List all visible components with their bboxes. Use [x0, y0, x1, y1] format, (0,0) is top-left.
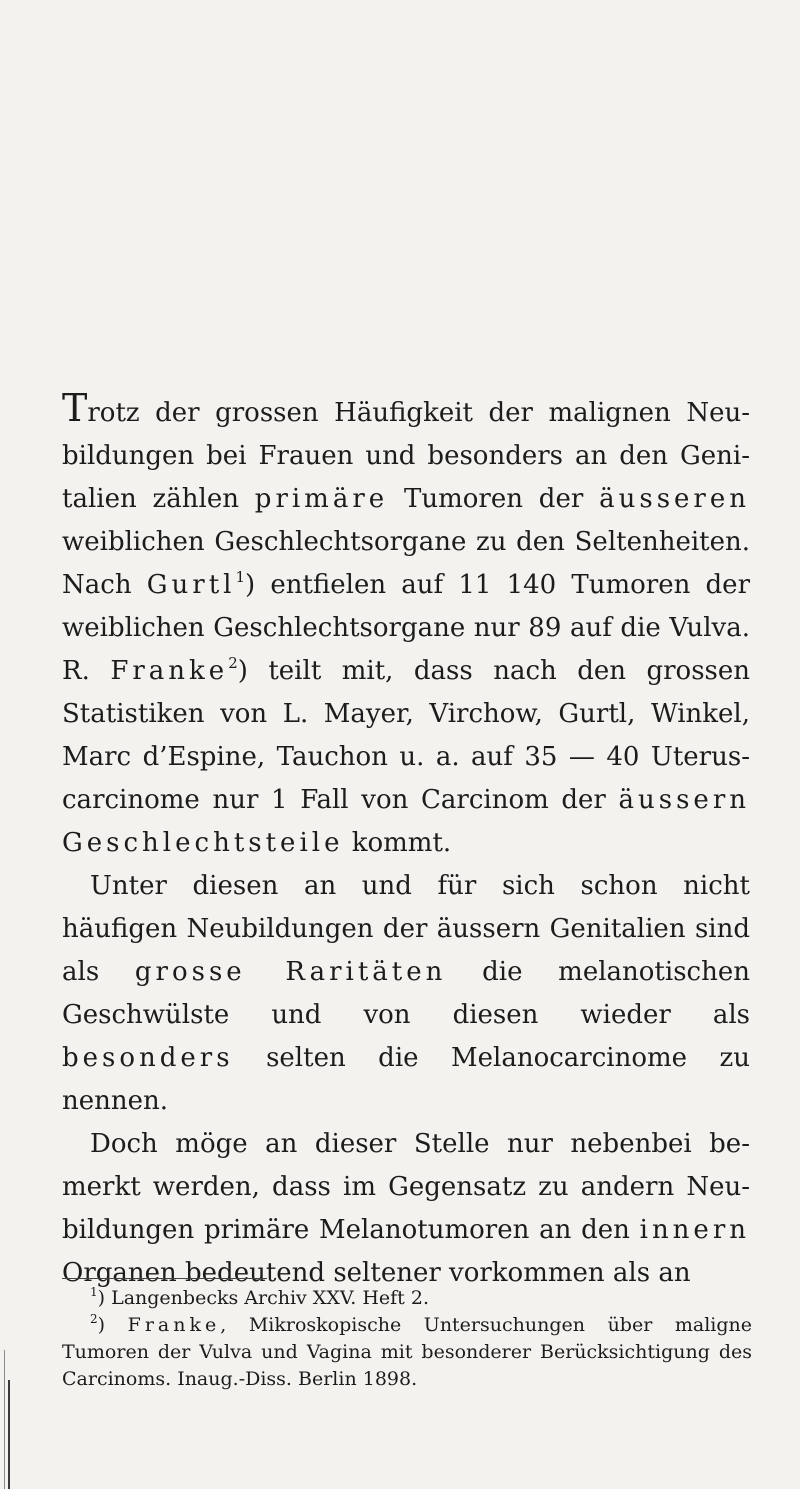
- p3-emphasis-innern: innern: [639, 1215, 750, 1245]
- footnote-2: $^2$) Franke, Mikroskopische Untersuchungen über maligne Tumoren der Vulva und Vagina mit besonderer Berücksichtigung des Carcinoms. Inaug.-Diss. Berlin 1898.: [62, 1312, 753, 1390]
- paragraph-2: [62, 865, 750, 1123]
- footnotes: [62, 1285, 752, 1393]
- p1-name-gurtl: Gurtl: [146, 570, 236, 600]
- footnote-mark-2: 2: [90, 1312, 98, 1326]
- p1-emphasis-aeusseren: äusseren: [599, 484, 750, 514]
- paragraph-1: [62, 386, 751, 865]
- footnote-divider: [62, 1278, 267, 1279]
- footnote-1: [62, 1285, 752, 1312]
- p1-text-3: weiblichen Geschlechtsorgane zu den Seltenheiten. Nach: [62, 527, 750, 600]
- p2-text-3: selten die Melanocarcinome zu nennen.: [62, 1043, 750, 1116]
- p1-text-1: rotz der grossen Häufigkeit der malignen Neubildungen bei Frauen und besonders an den Genitalien zählen: [62, 398, 750, 514]
- paragraph-3: [62, 1123, 750, 1295]
- p1-text-2: Tumoren der: [388, 484, 600, 514]
- footnote-ref-1: 1: [235, 568, 246, 586]
- p2-emphasis-raritaeten: grosse Raritäten: [134, 957, 447, 987]
- p2-emphasis-besonders: besonders: [62, 1043, 234, 1073]
- footnote-1-text: ) Langenbecks Archiv XXV. Heft 2.: [97, 1287, 429, 1309]
- p1-name-franke: Franke: [110, 656, 229, 686]
- p2-text-1: Unter diesen an und für sich schon nicht häufigen Neubildungen der äussern Genitalien sind als: [62, 871, 750, 987]
- footnote-mark-1: 1: [90, 1285, 98, 1299]
- page-edge-line: [8, 1380, 10, 1489]
- p1-emphasis-aeussern: äussern Geschlechtsteile: [62, 785, 750, 858]
- footnote-2-name: Franke: [127, 1314, 221, 1336]
- p1-emphasis-primaere: primäre: [254, 484, 389, 514]
- footnote-ref-2: 2: [228, 654, 238, 672]
- p1-text-5: ) teilt mit, dass nach den grossen Statistiken von L. Mayer, Virchow, Gurtl, Winkel, Marc d’Espine, Tauchon u. a. auf 35 — 40 Uteruscarcinome nur 1 Fall von Carcinom der: [62, 656, 751, 815]
- p3-text-1: Doch möge an dieser Stelle nur nebenbei bemerkt werden, dass im Gegensatz zu andern Neubildungen primäre Melanotumoren an den: [62, 1129, 750, 1245]
- page-edge-shadow: [4, 1350, 5, 1489]
- footnote-2-text: , Mikroskopische Untersuchungen über maligne Tumoren der Vulva und Vagina mit besonderer Berücksichtigung des Carcinoms. Inaug.-Diss. Berlin 1898.: [62, 1314, 753, 1390]
- p2-text-2: die melanotischen Geschwülste und von diesen wieder als: [62, 957, 750, 1030]
- p1-text-6: kommt.: [343, 828, 452, 858]
- main-text: [62, 386, 751, 1295]
- p3-text-2: Organen bedeutend seltener vorkommen als an: [62, 1258, 691, 1288]
- p1-text-4: ) entfielen auf 11 140 Tumoren der weiblichen Geschlechtsorgane nur 89 auf die Vulva. R.: [62, 570, 751, 686]
- drop-cap: T: [62, 386, 88, 430]
